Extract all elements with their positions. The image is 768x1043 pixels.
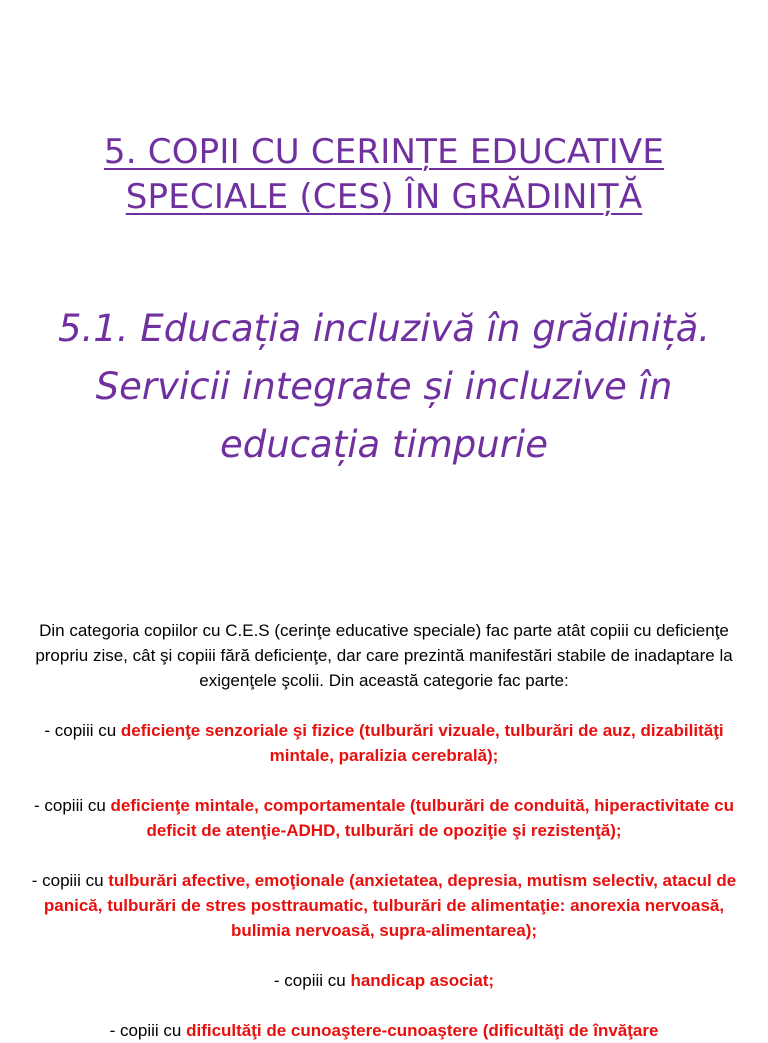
intro-paragraph: Din categoria copiilor cu C.E.S (cerinţe educative speciale) fac parte atât copiii cu deficienţe propriu zise, cât şi copiii fără deficienţe, dar care prezintă manifestări stabile de inadaptare la exigenţele şcolii. Din această categorie fac parte: bbox=[35, 621, 733, 690]
list-item-prefix: - copiii cu bbox=[109, 1021, 187, 1040]
list-item-prefix: - copiii cu bbox=[34, 796, 111, 815]
list-item bbox=[30, 718, 738, 768]
list-item-highlight: tulburări afective, emoţionale (anxietatea, depresia, mutism selectiv, atacul de panică, tulburări de stres posttraumatic, tulburări de alimentaţie: anorexia nervoasă, bulimia nervoasă, supra-alimentarea); bbox=[43, 871, 737, 940]
list-item-prefix: - copiii cu bbox=[31, 871, 109, 890]
list-item-highlight: deficienţe senzoriale şi fizice (tulburări vizuale, tulburări de auz, dizabilităţi mintale, paralizia cerebrală); bbox=[120, 721, 724, 765]
page-title bbox=[0, 130, 768, 220]
list-item bbox=[30, 1018, 738, 1043]
list-item bbox=[30, 968, 738, 993]
list-item-prefix: - copiii cu bbox=[44, 721, 121, 740]
list-item bbox=[30, 868, 738, 943]
page-title-line-2: SPECIALE (CES) ÎN GRĂDINIȚĂ bbox=[125, 177, 643, 217]
list-item-highlight: handicap asociat; bbox=[350, 971, 495, 990]
list-item bbox=[30, 793, 738, 843]
list-item-highlight: dificultăţi de cunoaştere-cunoaştere (dificultăţi de învăţare bbox=[186, 1021, 659, 1040]
section-subtitle-line-3: educația timpurie bbox=[220, 423, 548, 466]
section-subtitle bbox=[0, 300, 768, 474]
section-subtitle-line-1: 5.1. Educația incluzivă în grădiniță. bbox=[57, 307, 711, 350]
page-title-line-1: 5. COPII CU CERINȚE EDUCATIVE bbox=[103, 132, 665, 172]
list-item-prefix: - copiii cu bbox=[273, 971, 351, 990]
section-subtitle-line-2: Servicii integrate și incluzive în bbox=[95, 365, 673, 408]
list-item-highlight: deficienţe mintale, comportamentale (tulburări de conduită, hiperactivitate cu deficit de atenţie-ADHD, tulburări de opoziţie şi rezistenţă); bbox=[110, 796, 734, 840]
body-text bbox=[30, 618, 738, 1043]
